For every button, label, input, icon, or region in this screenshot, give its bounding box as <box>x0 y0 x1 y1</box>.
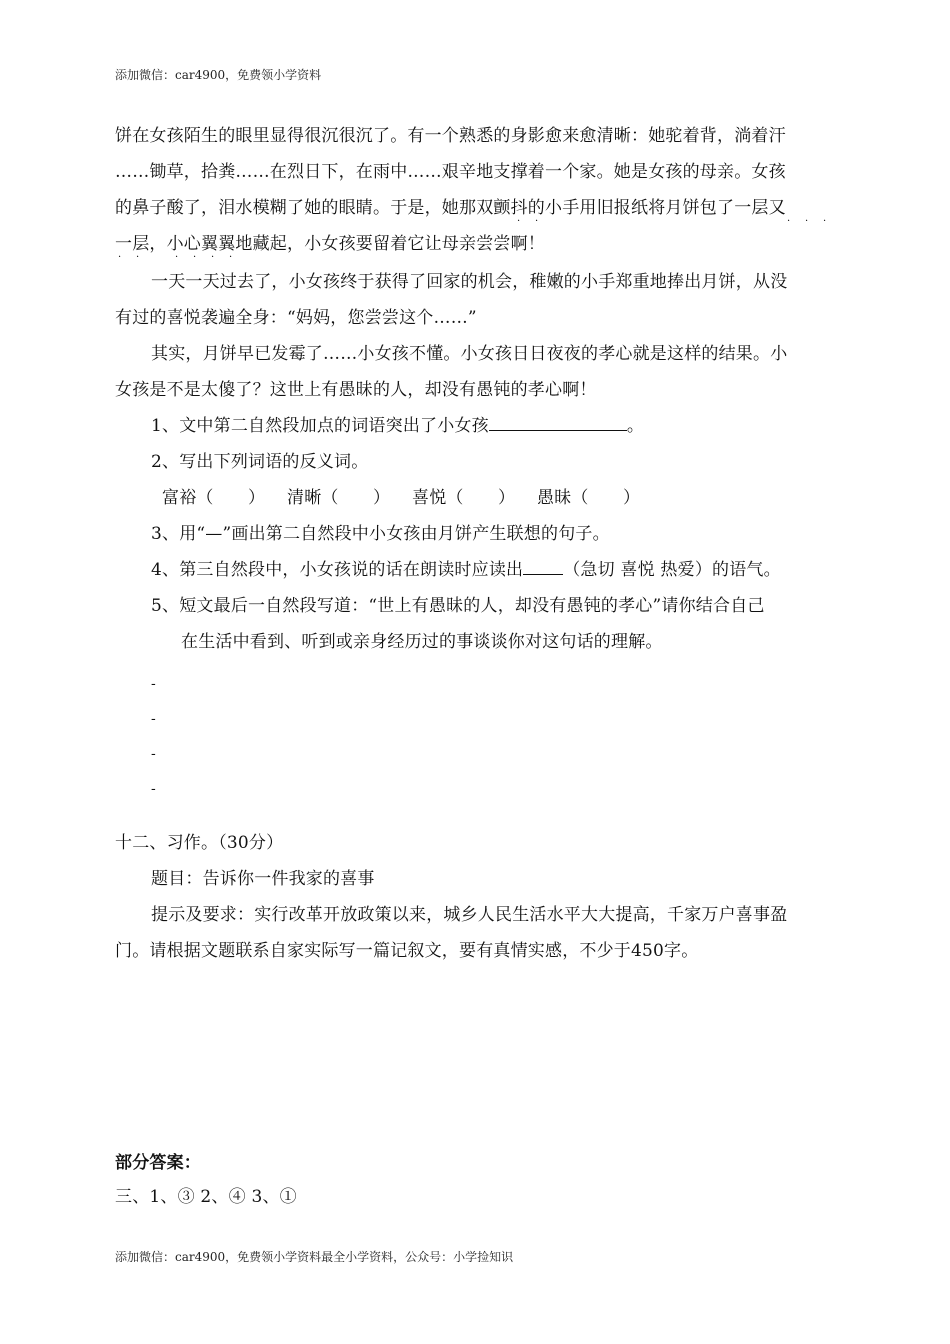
answer-line-marker: - <box>151 781 156 797</box>
passage-line: 一层，小心翼翼地藏起，小女孩要留着它让母亲尝尝啊！ <box>115 234 545 254</box>
answer-line-marker: - <box>151 711 156 727</box>
answers-line: 三、1、③ 2、④ 3、① <box>115 1187 297 1207</box>
passage-line: 饼在女孩陌生的眼里显得很沉很沉了。有一个熟悉的身影愈来愈清晰：她驼着背，淌着汗 <box>115 126 786 146</box>
page-header: 添加微信：car4900，免费领小学资料 <box>115 68 322 82</box>
question-1-suffix: 。 <box>626 416 645 436</box>
passage-line: 女孩是不是太傻了？这世上有愚昧的人，却没有愚钝的孝心啊！ <box>115 380 597 400</box>
question-3: 3、用“—”画出第二自然段中小女孩由月饼产生联想的句子。 <box>151 524 610 544</box>
question-1 <box>151 414 644 438</box>
emphasis-dot: · <box>118 252 122 263</box>
question-5-line: 在生活中看到、听到或亲身经历过的事谈谈你对这句话的理解。 <box>181 632 663 652</box>
emphasis-dot: · <box>535 216 539 227</box>
question-4 <box>151 558 781 582</box>
composition-title: 题目：告诉你一件我家的喜事 <box>151 869 375 889</box>
composition-heading: 十二、习作。（30分） <box>115 833 284 853</box>
emphasis-dot: · <box>517 216 521 227</box>
emphasis-dot: · <box>175 252 179 263</box>
emphasis-dot: · <box>229 252 233 263</box>
passage-line: 其实，月饼早已发霉了……小女孩不懂。小女孩日日夜夜的孝心就是这样的结果。小 <box>151 344 788 364</box>
emphasis-dot: · <box>193 252 197 263</box>
antonym-words <box>162 486 662 510</box>
answer-blank[interactable] <box>489 414 627 431</box>
answer-line-marker: - <box>151 676 156 692</box>
emphasis-dot: · <box>136 252 140 263</box>
antonym-item: 清晰（ ） <box>287 488 391 508</box>
passage-line: 一天一天过去了，小女孩终于获得了回家的机会，稚嫩的小手郑重地捧出月饼，从没 <box>151 272 788 292</box>
emphasis-dot: · <box>211 252 215 263</box>
passage-line: 有过的喜悦袭遍全身：“妈妈，您尝尝这个……” <box>115 308 477 328</box>
antonym-item: 愚昧（ ） <box>537 488 641 508</box>
question-1-text: 1、文中第二自然段加点的词语突出了小女孩 <box>151 416 489 436</box>
question-2: 2、写出下列词语的反义词。 <box>151 452 369 472</box>
composition-requirement: 提示及要求：实行改革开放政策以来，城乡人民生活水平大大提高，千家万户喜事盈 <box>151 905 788 925</box>
passage-line: ……锄草，拾粪……在烈日下，在雨中……艰辛地支撑着一个家。她是女孩的母亲。女孩 <box>115 162 786 182</box>
antonym-item: 喜悦（ ） <box>412 488 516 508</box>
answer-blank[interactable] <box>523 558 563 575</box>
composition-requirement: 门。请根据文题联系自家实际写一篇记叙文，要有真情实感，不少于450字。 <box>115 941 699 961</box>
page-footer: 添加微信：car4900，免费领小学资料最全小学资料，公众号：小学捡知识 <box>115 1250 514 1264</box>
answer-line-marker: - <box>151 746 156 762</box>
question-4-text: 4、第三自然段中，小女孩说的话在朗读时应读出 <box>151 560 524 580</box>
antonym-item: 富裕（ ） <box>162 488 266 508</box>
emphasis-dot: · <box>823 216 827 227</box>
question-4-suffix: （急切 喜悦 热爱）的语气。 <box>563 560 781 580</box>
question-5-line: 5、短文最后一自然段写道：“世上有愚昧的人，却没有愚钝的孝心”请你结合自己 <box>151 596 765 616</box>
emphasis-dot: · <box>805 216 809 227</box>
emphasis-dot: · <box>787 216 791 227</box>
passage-line: 的鼻子酸了，泪水模糊了她的眼睛。于是，她那双颤抖的小手用旧报纸将月饼包了一层又 <box>115 198 786 218</box>
answers-heading: 部分答案： <box>115 1153 201 1173</box>
